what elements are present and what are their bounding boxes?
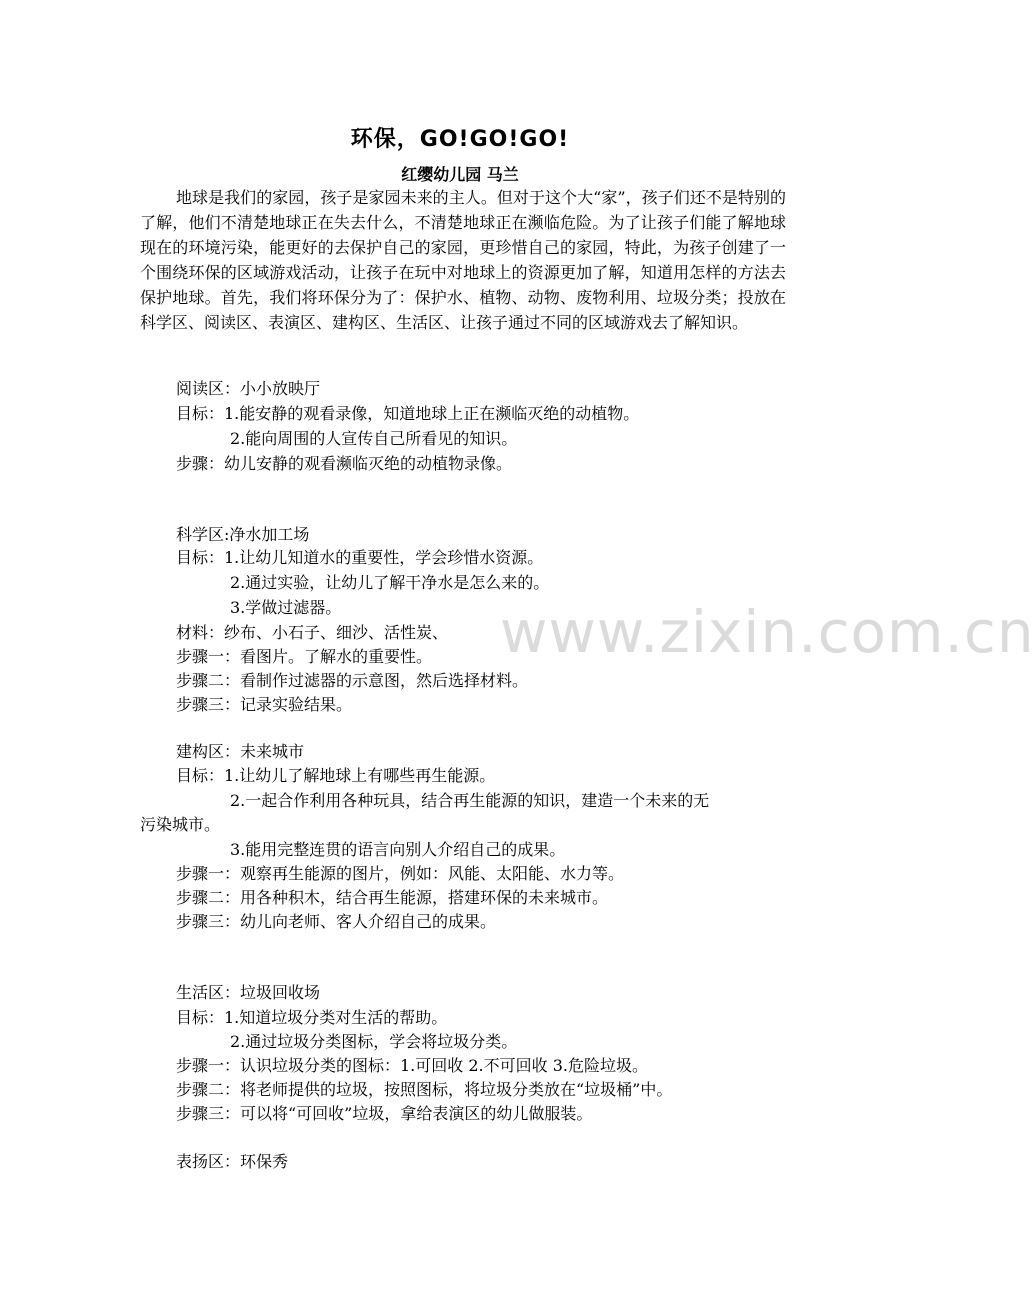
science-step-1: 步骤一：看图片。了解水的重要性。 xyxy=(176,647,433,666)
site-watermark: www.zixin.com.cn xyxy=(500,598,1035,666)
intro-paragraph: 地球是我们的家园，孩子是家园未来的主人。但对于这个大“家”，孩子们还不是特别的了解，他们不清楚地球正在失去什么，不清楚地球正在濒临危险。为了让孩子们能了解地球现在的环境污染，能更好的去保护自己的家园，更珍惜自己的家园，特此，为孩子创建了一个围绕环保的区域游戏活动，让孩子在玩中对地球上的资源更加了解，知道用怎样的方法去保护地球。首先，我们将环保分为了：保护水、植物、动物、废物利用、垃圾分类；投放在科学区、阅读区、表演区、建构区、生活区、让孩子通过不同的区域游戏去了解知识。 xyxy=(140,188,786,332)
construction-step-1: 步骤一：观察再生能源的图片，例如：风能、太阳能、水力等。 xyxy=(176,864,625,883)
science-step-3: 步骤三：记录实验结果。 xyxy=(176,695,353,714)
science-step-2: 步骤二：看制作过滤器的示意图，然后选择材料。 xyxy=(176,671,529,690)
reading-step: 步骤：幼儿安静的观看濒临灭绝的动植物录像。 xyxy=(176,454,513,473)
science-goal-3: 3.学做过滤器。 xyxy=(230,598,342,617)
life-step-1: 步骤一：认识垃圾分类的图标：1.可回收 2.不可回收 3.危险垃圾。 xyxy=(176,1056,648,1075)
construction-step-3: 步骤三：幼儿向老师、客人介绍自己的成果。 xyxy=(176,912,497,931)
life-step-2: 步骤二：将老师提供的垃圾，按照图标，将垃圾分类放在“垃圾桶”中。 xyxy=(176,1080,673,1099)
performance-heading: 表扬区：环保秀 xyxy=(176,1152,289,1171)
construction-heading: 建构区：未来城市 xyxy=(176,742,305,761)
construction-goal-1: 目标：1.让幼儿了解地球上有哪些再生能源。 xyxy=(176,766,496,785)
life-goal-2: 2.通过垃圾分类图标，学会将垃圾分类。 xyxy=(230,1032,518,1051)
science-goal-2: 2.通过实验，让幼儿了解干净水是怎么来的。 xyxy=(230,573,550,592)
life-step-3: 步骤三：可以将“可回收”垃圾，拿给表演区的幼儿做服装。 xyxy=(176,1104,593,1123)
document-title: 环保，GO!GO!GO! xyxy=(350,127,570,152)
science-goal-1: 目标：1.让幼儿知道水的重要性，学会珍惜水资源。 xyxy=(176,548,544,567)
construction-goal-2b: 污染城市。 xyxy=(140,815,221,834)
life-heading: 生活区：垃圾回收场 xyxy=(176,983,321,1002)
construction-step-2: 步骤二：用各种积木，结合再生能源，搭建环保的未来城市。 xyxy=(176,888,609,907)
life-goal-1: 目标：1.知道垃圾分类对生活的帮助。 xyxy=(176,1008,448,1027)
reading-goal-1: 目标：1.能安静的观看录像，知道地球上正在濒临灭绝的动植物。 xyxy=(176,404,640,423)
construction-goal-3: 3.能用完整连贯的语言向别人介绍自己的成果。 xyxy=(230,840,566,859)
reading-heading: 阅读区：小小放映厅 xyxy=(176,379,321,398)
construction-goal-2a: 2.一起合作利用各种玩具，结合再生能源的知识，建造一个未来的无 xyxy=(230,791,710,810)
reading-goal-2: 2.能向周围的人宣传自己所看见的知识。 xyxy=(230,429,518,448)
science-heading: 科学区:净水加工场 xyxy=(176,525,310,544)
author-byline: 红缨幼儿园 马兰 xyxy=(401,165,519,184)
science-materials: 材料：纱布、小石子、细沙、活性炭、 xyxy=(176,623,449,642)
